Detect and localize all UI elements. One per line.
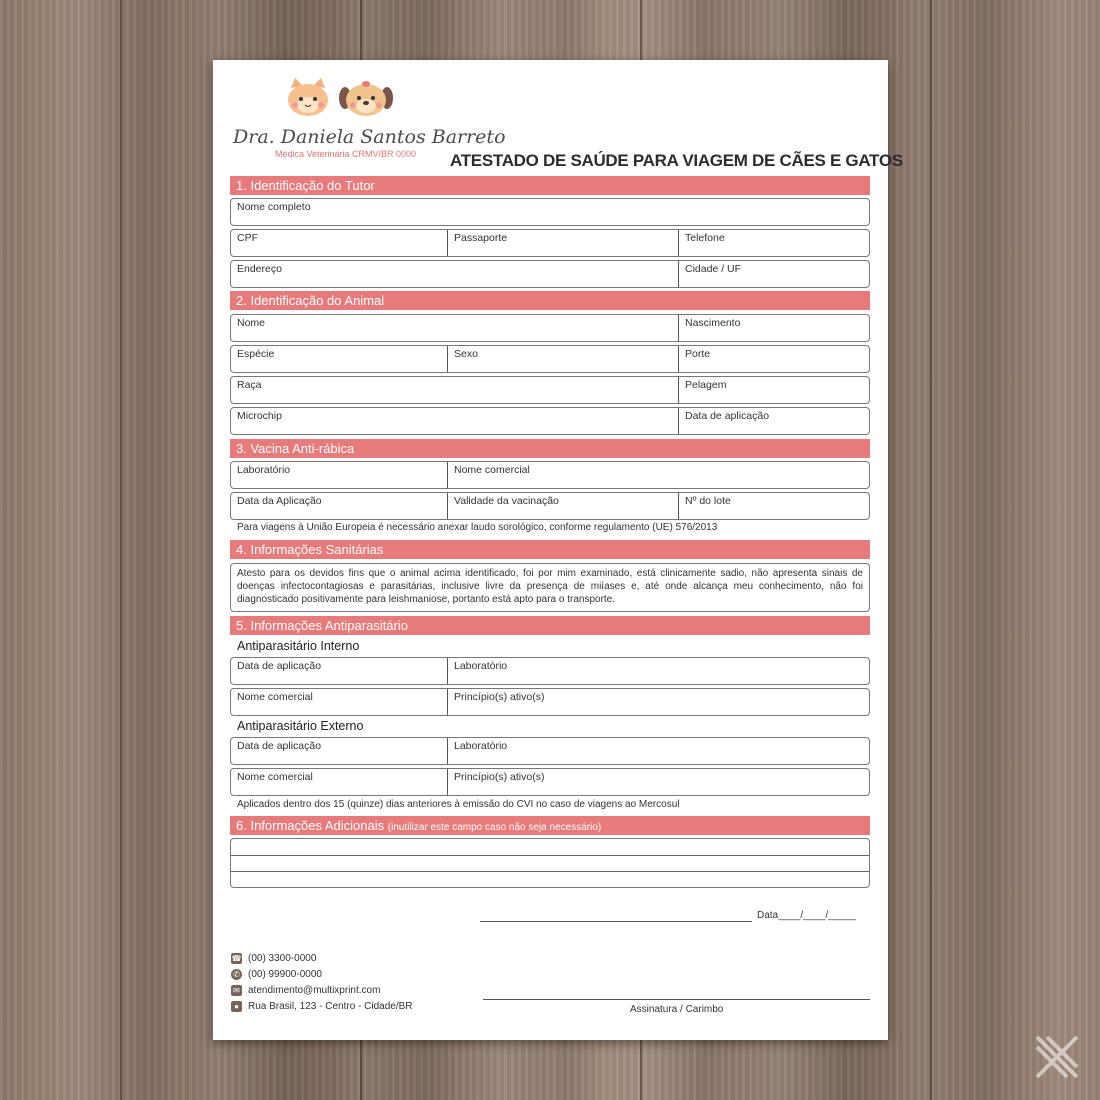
whatsapp-icon: ✆	[231, 969, 242, 980]
field-adicionais[interactable]	[230, 838, 870, 888]
date-field[interactable]: Data____/____/_____	[757, 910, 856, 921]
field-porte[interactable]	[678, 346, 869, 372]
section-sanitarias-header: 4. Informações Sanitárias	[230, 540, 870, 559]
document-title: ATESTADO DE SAÚDE PARA VIAGEM DE CÃES E GATOS	[450, 151, 903, 170]
section-adicionais-header	[230, 816, 870, 835]
field-especie[interactable]	[231, 346, 447, 372]
antiparasitario-interno-heading: Antiparasitário Interno	[237, 639, 360, 653]
field-label: Data de aplicação	[237, 660, 322, 672]
field-passaporte[interactable]	[447, 230, 679, 256]
signature-line[interactable]	[483, 999, 870, 1000]
field-interno-laboratorio[interactable]	[447, 658, 869, 684]
field-row-microchip	[230, 407, 870, 435]
field-cidade-uf[interactable]	[678, 261, 869, 287]
doctor-subtitle: Médica Veterinária CRMV/BR 0000	[275, 149, 417, 159]
cat-dog-logo-icon	[281, 78, 399, 120]
field-cpf[interactable]	[231, 230, 447, 256]
field-externo-laboratorio[interactable]	[447, 738, 869, 764]
location-icon: ●	[231, 1001, 242, 1012]
sanitarias-box	[230, 563, 870, 612]
field-label: Nome comercial	[237, 691, 313, 703]
field-label: Validade da vacinação	[454, 495, 559, 507]
field-label: Pelagem	[685, 379, 727, 391]
adicionais-hint: (inutilizar este campo caso não seja necessário)	[387, 822, 602, 833]
field-label: Princípio(s) ativo(s)	[454, 691, 545, 703]
field-nome-comercial-vacina[interactable]	[447, 462, 869, 488]
contact-phone	[231, 953, 316, 964]
contact-email	[231, 985, 380, 996]
field-label: Nº do lote	[685, 495, 731, 507]
field-label: Nome comercial	[237, 771, 313, 783]
field-label: Telefone	[685, 232, 725, 244]
field-raca[interactable]	[231, 377, 678, 403]
email-icon: ✉	[231, 985, 242, 996]
field-label: Cidade / UF	[685, 263, 742, 275]
signature-label: Assinatura / Carimbo	[630, 1004, 724, 1015]
section-vacina-header: 3. Vacina Anti-rábica	[230, 439, 870, 458]
city-line[interactable]	[480, 921, 752, 922]
section-antiparasitario-header: 5. Informações Antiparasitário	[230, 616, 870, 635]
field-data-aplicacao-chip[interactable]	[678, 408, 869, 434]
field-interno-data-aplicacao[interactable]	[231, 658, 447, 684]
field-label: Sexo	[454, 348, 478, 360]
field-pelagem[interactable]	[678, 377, 869, 403]
field-label: Data de aplicação	[685, 410, 770, 422]
field-row-interno-1	[230, 657, 870, 685]
doctor-name: Dra. Daniela Santos Barreto	[233, 126, 506, 148]
field-row-data-vacina	[230, 492, 870, 520]
field-row-raca	[230, 376, 870, 404]
form-sheet	[213, 60, 903, 1040]
field-label: Princípio(s) ativo(s)	[454, 771, 545, 783]
contact-text: (00) 3300-0000	[248, 953, 317, 964]
field-row-nome	[230, 314, 870, 342]
field-label: Porte	[685, 348, 711, 360]
contact-text: Rua Brasil, 123 - Centro - Cidade/BR	[248, 1001, 413, 1012]
antiparasitario-note: Aplicados dentro dos 15 (quinze) dias anteriores à emissão do CVI no caso de viagens ao Mercosul	[237, 799, 680, 810]
writing-line	[231, 871, 869, 872]
field-row-endereco	[230, 260, 870, 288]
field-row-externo-2	[230, 768, 870, 796]
vacina-note: Para viagens à União Europeia é necessário anexar laudo sorológico, conforme regulamento (UE) 576/2013	[237, 522, 718, 533]
field-externo-data-aplicacao[interactable]	[231, 738, 447, 764]
contact-text: atendimento@multixprint.com	[248, 985, 381, 996]
field-label: Nome	[237, 317, 266, 329]
field-nome[interactable]	[231, 315, 678, 341]
field-interno-nome-comercial[interactable]	[231, 689, 447, 715]
field-label: Nome completo	[237, 201, 311, 213]
field-row-interno-2	[230, 688, 870, 716]
field-label: Endereço	[237, 263, 282, 275]
field-label: Microchip	[237, 410, 282, 422]
field-label: Raça	[237, 379, 262, 391]
field-data-aplicacao-vacina[interactable]	[231, 493, 447, 519]
field-row-externo-1	[230, 737, 870, 765]
field-validade-vacina[interactable]	[447, 493, 679, 519]
antiparasitario-externo-heading: Antiparasitário Externo	[237, 719, 364, 733]
field-label: Laboratório	[237, 464, 291, 476]
sanitarias-text: Atesto para os devidos fins que o animal acima identificado, foi por mim examinado, está clinicamente sadio, não apresenta sinais de doenças infectocontagiosas e parasitárias, inclusive livre da presença de miíases e, até onde alcança meu conhecimento, não foi diagnosticado positivamente para leishmaniose, portanto está apto para o transporte.	[237, 568, 863, 606]
section-animal-header: 2. Identificação do Animal	[230, 291, 870, 310]
field-label: Laboratório	[454, 660, 508, 672]
field-label: Data de aplicação	[237, 740, 322, 752]
writing-line	[231, 855, 869, 856]
field-row-laboratorio	[230, 461, 870, 489]
field-label: Nascimento	[685, 317, 741, 329]
contact-text: (00) 99900-0000	[248, 969, 322, 980]
contact-whatsapp	[231, 969, 322, 980]
field-label: Data da Aplicação	[237, 495, 322, 507]
field-externo-principio[interactable]	[447, 769, 869, 795]
wood-plank-seam	[120, 0, 122, 1100]
field-nascimento[interactable]	[678, 315, 869, 341]
field-interno-principio[interactable]	[447, 689, 869, 715]
field-endereco[interactable]	[231, 261, 678, 287]
field-telefone[interactable]	[678, 230, 869, 256]
wood-plank-seam	[930, 0, 932, 1100]
field-label: Laboratório	[454, 740, 508, 752]
phone-icon: ☎	[231, 954, 242, 963]
field-label: Nome comercial	[454, 464, 530, 476]
field-label: Espécie	[237, 348, 275, 360]
field-label: CPF	[237, 232, 258, 244]
watermark-logo-icon	[1032, 1032, 1082, 1082]
field-laboratorio-vacina[interactable]	[231, 462, 447, 488]
adicionais-heading: 6. Informações Adicionais	[236, 818, 385, 833]
field-sexo[interactable]	[447, 346, 679, 372]
field-label: Passaporte	[454, 232, 508, 244]
field-microchip[interactable]	[231, 408, 678, 434]
field-externo-nome-comercial[interactable]	[231, 769, 447, 795]
field-row-cpf	[230, 229, 870, 257]
field-nome-completo[interactable]	[230, 198, 870, 226]
field-row-especie	[230, 345, 870, 373]
contact-address	[231, 1001, 413, 1012]
field-lote-vacina[interactable]	[678, 493, 869, 519]
section-tutor-header: 1. Identificação do Tutor	[230, 176, 870, 195]
